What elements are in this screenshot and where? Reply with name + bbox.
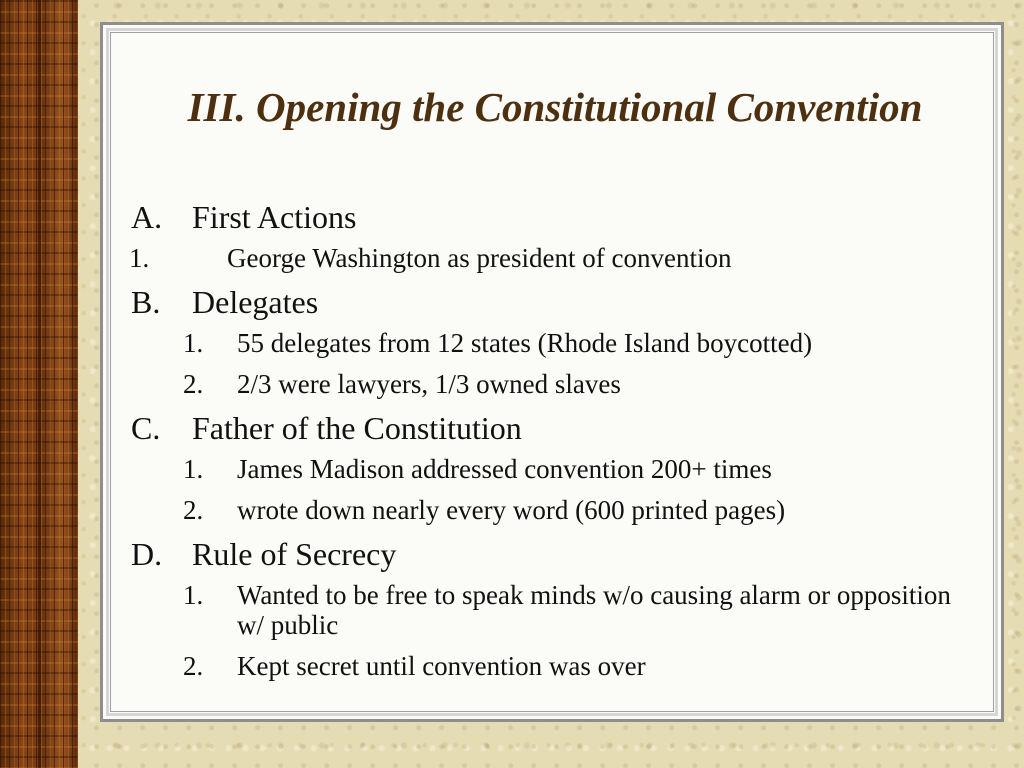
list-item: [131, 328, 991, 358]
item-marker: 1.: [183, 328, 204, 358]
item-marker: 1.: [129, 243, 150, 273]
item-text: George Washington as president of convention: [227, 243, 732, 273]
section-heading: [131, 410, 991, 446]
item-text: 2/3 were lawyers, 1/3 owned slaves: [237, 369, 621, 399]
section-father-of-constitution: [131, 410, 991, 525]
sub-list: [131, 580, 991, 681]
section-marker: C.: [131, 410, 161, 446]
sub-list: [131, 454, 991, 525]
list-item: [131, 369, 991, 399]
section-rule-of-secrecy: [131, 536, 991, 681]
item-text: wrote down nearly every word (600 printed pages): [237, 495, 786, 525]
section-heading: [131, 199, 991, 235]
section-heading-text: Rule of Secrecy: [192, 536, 397, 572]
item-text: James Madison addressed convention 200+ times: [237, 454, 772, 484]
list-item: [131, 580, 991, 640]
section-heading: [131, 284, 991, 320]
sub-list: [131, 328, 991, 399]
section-marker: A.: [131, 199, 163, 235]
outline-list: [131, 199, 991, 692]
section-marker: B.: [131, 284, 161, 320]
sub-list: [131, 243, 991, 273]
item-marker: 2.: [183, 495, 204, 525]
list-item: [131, 454, 991, 484]
item-marker: 1.: [183, 580, 204, 610]
item-marker: 1.: [183, 454, 204, 484]
section-heading-text: First Actions: [192, 199, 357, 235]
wood-grain-strip: [0, 0, 78, 768]
section-first-actions: [131, 199, 991, 273]
section-marker: D.: [131, 536, 163, 572]
list-item: [131, 243, 991, 273]
item-text: 55 delegates from 12 states (Rhode Island boycotted): [237, 328, 813, 358]
section-heading: [131, 536, 991, 572]
section-heading-text: Delegates: [192, 284, 319, 320]
section-delegates: [131, 284, 991, 399]
item-marker: 2.: [183, 651, 204, 681]
list-item: [131, 651, 991, 681]
slide-panel: [100, 22, 1004, 722]
item-text: Wanted to be free to speak minds w/o causing alarm or opposition w/ public: [237, 580, 951, 640]
item-text: Kept secret until convention was over: [237, 651, 646, 681]
item-marker: 2.: [183, 369, 204, 399]
slide-title: III. Opening the Constitutional Convention: [187, 84, 923, 130]
list-item: [131, 495, 991, 525]
section-heading-text: Father of the Constitution: [192, 410, 522, 446]
